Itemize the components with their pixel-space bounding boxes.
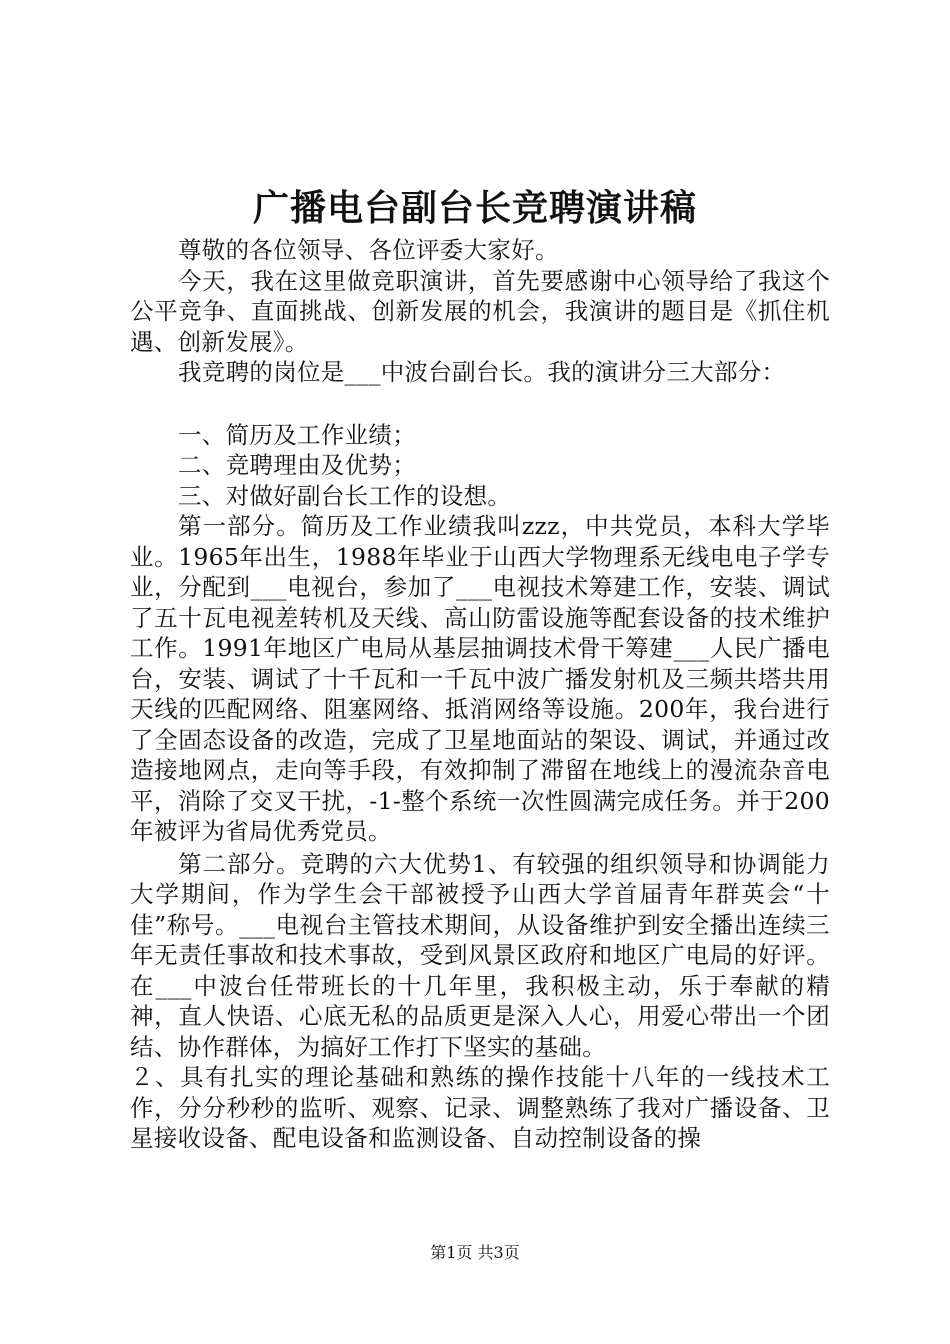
page-footer: 第1页 共3页 bbox=[430, 1243, 520, 1262]
paragraph-greeting: 尊敬的各位领导、各位评委大家好。 bbox=[178, 236, 559, 264]
paragraph-part-two: 第二部分。竞聘的六大优势1、有较强的组织领导和协调能力大学期间，作为学生会干部被授予山西大学首届青年群英会“十佳”称号。___电视台主管技术期间，从设备维护到安全播出连续三年无责任事故和技术事故，受到风景区政府和地区广电局的好评。在___中波台任带班长的十几年里，我积极主动，乐于奉献的精神，直人快语、心底无私的品质更是深入人心，用爱心带出一个团结、协作群体，为搞好工作打下坚实的基础。 bbox=[130, 849, 830, 1061]
paragraph-position: 我竞聘的岗位是___中波台副台长。我的演讲分三大部分： bbox=[178, 358, 786, 386]
page-title: 广播电台副台长竞聘演讲稿 bbox=[252, 188, 697, 229]
paragraph-part-one: 第一部分。简历及工作业绩我叫zzz，中共党员，本科大学毕业。1965年出生，1988年毕业于山西大学物理系无线电电子学专业，分配到___电视台，参加了___电视技术筹建工作，安装、调试了五十瓦电视差转机及天线、高山防雷设施等配套设备的技术维护工作。1991年地区广电局从基层抽调技术骨干筹建___人民广播电台，安装、调试了十千瓦和一千瓦中波广播发射机及三频共塔共用天线的匹配网络、阻塞网络、抵消网络等设施。200年，我台进行了全固态设备的改造，完成了卫星地面站的架设、调试，并通过改造接地网点，走向等手段，有效抑制了滞留在地线上的漫流杂音电平，消除了交叉干扰，-1-整个系统一次性圆满完成任务。并于200年被评为省局优秀党员。 bbox=[130, 512, 830, 845]
paragraph-advantage-2: ２、具有扎实的理论基础和熟练的操作技能十八年的一线技术工作，分分秒秒的监听、观察、记录、调整熟练了我对广播设备、卫星接收设备、配电设备和监测设备、自动控制设备的操 bbox=[130, 1063, 830, 1152]
list-item-outline-1: 一、简历及工作业绩； bbox=[178, 420, 416, 449]
list-item-outline-2: 二、竞聘理由及优势； bbox=[178, 451, 416, 479]
list-item-outline-3: 三、对做好副台长工作的设想。 bbox=[178, 481, 512, 510]
paragraph-intro: 今天，我在这里做竞职演讲，首先要感谢中心领导给了我这个公平竞争、直面挑战、创新发展的机会，我演讲的题目是《抓住机遇、创新发展》。 bbox=[130, 266, 830, 356]
document-body bbox=[130, 235, 830, 1154]
